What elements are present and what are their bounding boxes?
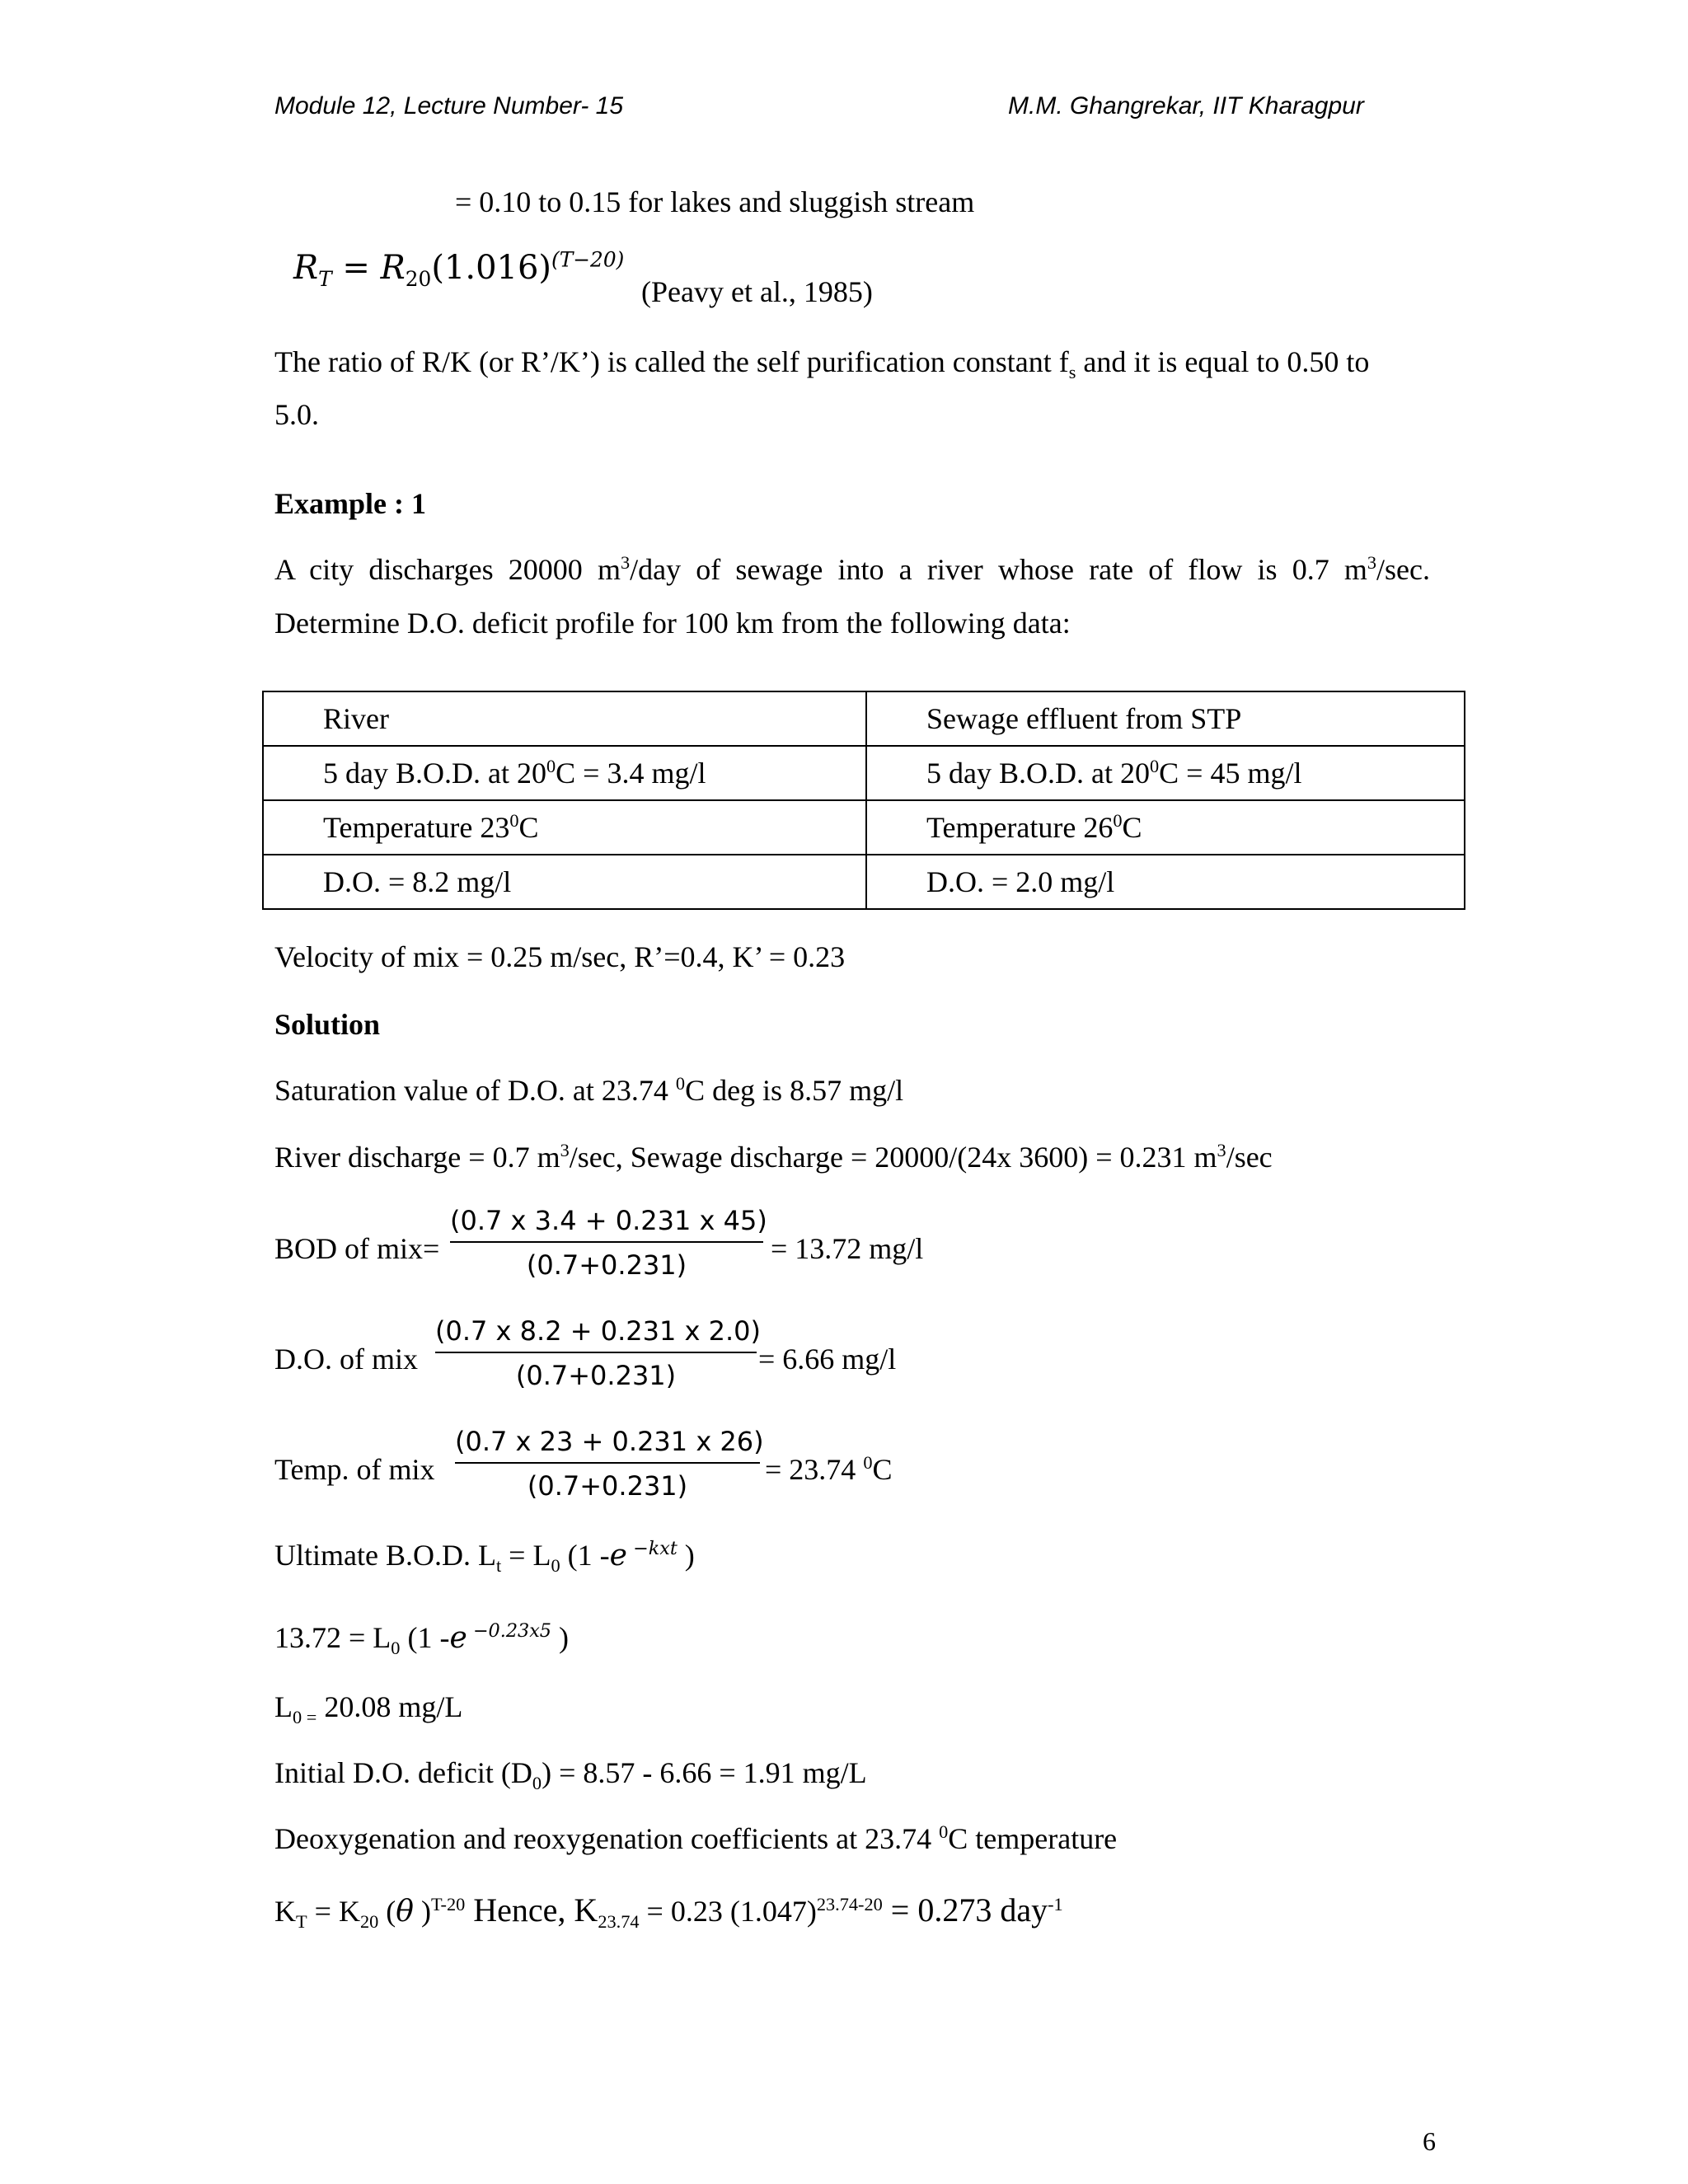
table-row bbox=[263, 691, 1465, 746]
initial-deficit-line: Initial D.O. deficit $(D_0) = 8.57 - 6.66 = 1.91$ mg/L bbox=[274, 1756, 867, 1794]
discharge-line: River discharge = 0.7 $m^3/\sec$, Sewage discharge = 20000/(24x 3600) = 0.231 $m^3/\sec$ bbox=[274, 1140, 1273, 1174]
saturation-line: Saturation value of D.O. at 23.74 $^0$C deg is 8.57 mg/l bbox=[274, 1073, 904, 1107]
table-row bbox=[263, 855, 1465, 909]
do-mix-denominator: (0.7+0.231) bbox=[515, 1360, 677, 1391]
problem-line-1: A city discharges 20000 $m^3$/day of sewage into a river whose rate of flow is 0.7 $m^3/\sec$. bbox=[274, 552, 1430, 586]
problem-line-2: Determine D.O. deficit profile for 100 km from the following data: bbox=[274, 607, 1071, 640]
data-table bbox=[262, 691, 1465, 910]
header-left: Module 12, Lecture Number- 15 bbox=[274, 92, 624, 120]
temp-mix-label: Temp. of mix bbox=[274, 1453, 435, 1486]
peavy-citation: (Peavy et al., 1985) bbox=[641, 275, 873, 308]
table-cell: 5 day B.O.D. at $20^0C = 3.4$ mg/l bbox=[263, 746, 866, 800]
do-mix-numerator: (0.7 x 8.2 + 0.231 x 2.0) bbox=[435, 1315, 761, 1347]
page-number: 6 bbox=[1423, 2126, 1436, 2156]
table-cell: Sewage effluent from STP bbox=[866, 691, 1465, 746]
table-row bbox=[263, 800, 1465, 855]
table-cell: Temperature $26^0C$ bbox=[866, 800, 1465, 855]
temp-mix-denominator: (0.7+0.231) bbox=[527, 1470, 688, 1502]
table-cell: Temperature $23^0C$ bbox=[263, 800, 866, 855]
bod-mix-numerator: (0.7 x 3.4 + 0.231 x 45) bbox=[450, 1205, 767, 1236]
table-cell: D.O. = 2.0 mg/l bbox=[866, 855, 1465, 909]
do-mix-result: = 6.66 mg/l bbox=[758, 1343, 897, 1376]
l0-equation-line: $13.72 = L_0$ (1 -e $^{-0.23x5}$ ) bbox=[274, 1620, 569, 1659]
kt-equation-line: $K_T = K_{20}$ (θ )$^{T-20}$ Hence, $K_{23.74} = 0.23$ $(1.047)^{23.74-20} = 0.273$ day$^{-1}$ bbox=[274, 1891, 1063, 1933]
do-mix-fraction bbox=[435, 1315, 761, 1391]
table-row bbox=[263, 746, 1465, 800]
do-mix-label: D.O. of mix bbox=[274, 1343, 418, 1376]
l0-result-line: $L_{0 =}$ 20.08 mg/L bbox=[274, 1690, 463, 1728]
temp-mix-numerator: (0.7 x 23 + 0.231 x 26) bbox=[455, 1426, 764, 1457]
fraction-bar bbox=[435, 1352, 757, 1353]
coefficients-line: Deoxygenation and reoxygenation coefficients at 23.74 $^0$C temperature bbox=[274, 1821, 1118, 1855]
temp-mix-result: = 23.74 $^0$C bbox=[765, 1452, 893, 1486]
example-title: Example : 1 bbox=[274, 487, 426, 520]
fraction-bar bbox=[450, 1241, 763, 1243]
ultimate-bod-line: Ultimate B.O.D. $L_t = L_0$ (1 -e $^{-kxt}$ ) bbox=[274, 1538, 695, 1577]
bod-mix-result: = 13.72 mg/l bbox=[771, 1232, 924, 1265]
rt-formula: $R_T = R_{20}(1.016)^{(T-20)}$ bbox=[293, 247, 625, 291]
bod-mix-denominator: (0.7+0.231) bbox=[526, 1249, 687, 1281]
ratio-line-2: 5.0. bbox=[274, 398, 319, 431]
fraction-bar bbox=[455, 1462, 760, 1464]
velocity-line: Velocity of mix = 0.25 m/sec, R’=0.4, K’ = 0.23 bbox=[274, 940, 846, 973]
temp-mix-fraction bbox=[455, 1426, 764, 1502]
solution-title: Solution bbox=[274, 1008, 381, 1041]
bod-mix-fraction bbox=[450, 1205, 767, 1281]
lakes-line: = 0.10 to 0.15 for lakes and sluggish stream bbox=[455, 185, 975, 218]
table-cell: D.O. = 8.2 mg/l bbox=[263, 855, 866, 909]
ratio-line-1: The ratio of R/K (or R’/K’) is called the self purification constant $f_s$ and it is equal to 0.50 to bbox=[274, 345, 1370, 383]
header-right: M.M. Ghangrekar, IIT Kharagpur bbox=[1008, 92, 1364, 120]
table-cell: River bbox=[263, 691, 866, 746]
bod-mix-label: BOD of mix= bbox=[274, 1232, 440, 1265]
table-cell: 5 day B.O.D. at $20^0C = 45$ mg/l bbox=[866, 746, 1465, 800]
